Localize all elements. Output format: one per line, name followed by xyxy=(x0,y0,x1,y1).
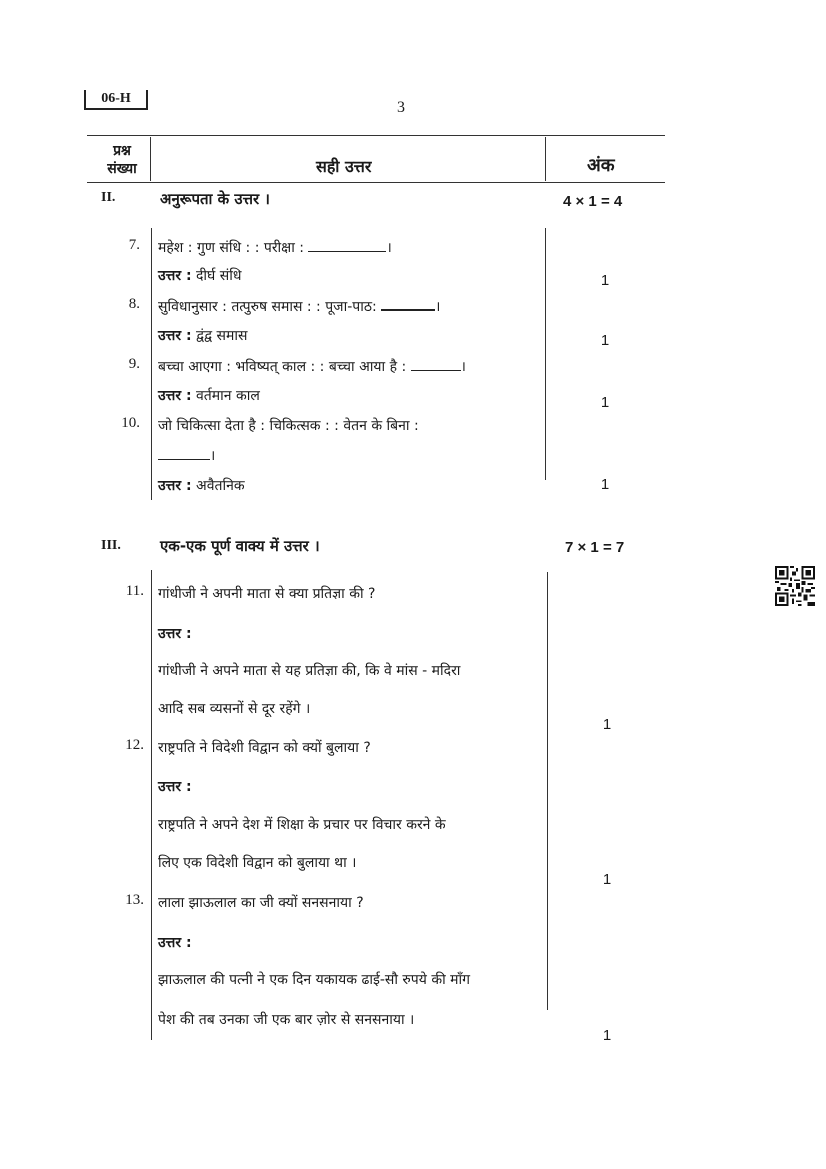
q9-end: । xyxy=(460,359,466,375)
q8-question xyxy=(158,297,440,316)
header-correct-answer: सही उत्तर xyxy=(316,157,372,176)
q9-blank xyxy=(411,358,461,371)
q12-marks: 1 xyxy=(602,871,612,888)
table-header-rule xyxy=(87,182,665,183)
q7-number: 7. xyxy=(128,237,140,253)
section-2-title: अनुरूपता के उत्तर । xyxy=(160,190,270,208)
section-3-number: III. xyxy=(101,538,121,553)
q9-answer-text: वर्तमान काल xyxy=(196,388,260,404)
q9-question-text: बच्चा आएगा : भविष्यत् काल : : बच्चा आया है : xyxy=(158,359,411,375)
q7-question-text: महेश : गुण संधि : : परीक्षा : xyxy=(158,240,309,256)
col-divider-right xyxy=(545,228,546,480)
q13-question: लाला झाऊलाल का जी क्यों सनसनाया ? xyxy=(158,895,364,911)
q7-marks: 1 xyxy=(600,272,610,289)
q11-answer-label: उत्तर : xyxy=(158,626,192,642)
q10-number: 10. xyxy=(121,415,140,431)
page-number: 3 xyxy=(397,99,405,116)
q8-answer xyxy=(158,326,247,345)
q9-answer xyxy=(158,386,260,405)
q13-answer-label: उत्तर : xyxy=(158,935,192,951)
q9-number: 9. xyxy=(128,356,140,372)
q7-answer-text: दीर्घ संधि xyxy=(196,268,242,284)
q7-answer-label: उत्तर : xyxy=(158,268,192,284)
col-divider-right xyxy=(547,572,548,1010)
section-3-marks: 7 × 1 = 7 xyxy=(565,539,625,556)
q8-answer-label: उत्तर : xyxy=(158,328,192,344)
q12-answer-line2: लिए एक विदेशी विद्वान को बुलाया था । xyxy=(158,855,357,871)
q8-question-text: सुविधानुसार : तत्पुरुष समास : : पूजा-पाठ: xyxy=(158,299,382,315)
q10-marks: 1 xyxy=(600,476,610,493)
table-top-rule xyxy=(87,135,665,136)
q9-question xyxy=(158,357,466,376)
q11-number: 11. xyxy=(125,583,144,599)
q11-question: गांधीजी ने अपनी माता से क्या प्रतिज्ञा की ? xyxy=(158,586,376,602)
q13-answer-line2: पेश की तब उनका जी एक बार ज़ोर से सनसनाया । xyxy=(158,1012,415,1028)
header-marks: अंक xyxy=(587,155,615,176)
q11-answer-line2: आदि सब व्यसनों से दूर रहेंगे । xyxy=(158,701,311,717)
col-divider-left xyxy=(151,570,152,1040)
q9-marks: 1 xyxy=(600,394,610,411)
col-divider-left xyxy=(150,137,151,181)
q7-question xyxy=(158,238,392,257)
q10-answer-label: उत्तर : xyxy=(158,478,192,494)
header-question-number: प्रश्न संख्या xyxy=(107,143,137,177)
q8-end: । xyxy=(435,299,441,315)
col-divider-right xyxy=(545,137,546,181)
q7-answer xyxy=(158,266,241,285)
section-3-title: एक-एक पूर्ण वाक्य में उत्तर । xyxy=(160,537,320,555)
q11-marks: 1 xyxy=(602,716,612,733)
q9-answer-label: उत्तर : xyxy=(158,388,192,404)
q13-marks: 1 xyxy=(602,1027,612,1044)
q7-end: । xyxy=(386,240,392,256)
q13-answer-line1: झाऊलाल की पत्नी ने एक दिन यकायक ढाई-सौ रुपये की माँग xyxy=(158,972,471,988)
q13-number: 13. xyxy=(125,892,144,908)
qr-code-icon xyxy=(775,566,815,606)
q8-number: 8. xyxy=(128,296,140,312)
q12-answer-line1: राष्ट्रपति ने अपने देश में शिक्षा के प्रचार पर विचार करने के xyxy=(158,817,446,833)
section-2-marks: 4 × 1 = 4 xyxy=(563,193,623,210)
q8-marks: 1 xyxy=(600,332,610,349)
q7-blank xyxy=(308,239,386,252)
q8-answer-text: द्वंद्व समास xyxy=(196,328,248,344)
q8-blank xyxy=(381,297,435,311)
q10-end: । xyxy=(210,448,216,464)
q10-blank xyxy=(158,447,210,460)
q10-answer xyxy=(158,476,245,495)
q12-answer-label: उत्तर : xyxy=(158,779,192,795)
col-divider-left xyxy=(151,228,152,500)
q11-answer-line1: गांधीजी ने अपने माता से यह प्रतिज्ञा की, कि वे मांस - मदिरा xyxy=(158,663,461,679)
q12-number: 12. xyxy=(125,737,144,753)
paper-code: 06-H xyxy=(84,90,148,110)
q12-question: राष्ट्रपति ने विदेशी विद्वान को क्यों बुलाया ? xyxy=(158,740,371,756)
q10-answer-text: अवैतनिक xyxy=(196,478,245,494)
q10-question: जो चिकित्सा देता है : चिकित्सक : : वेतन के बिना : xyxy=(158,418,419,434)
section-2-number: II. xyxy=(101,190,116,205)
q10-blank-line xyxy=(158,446,215,465)
